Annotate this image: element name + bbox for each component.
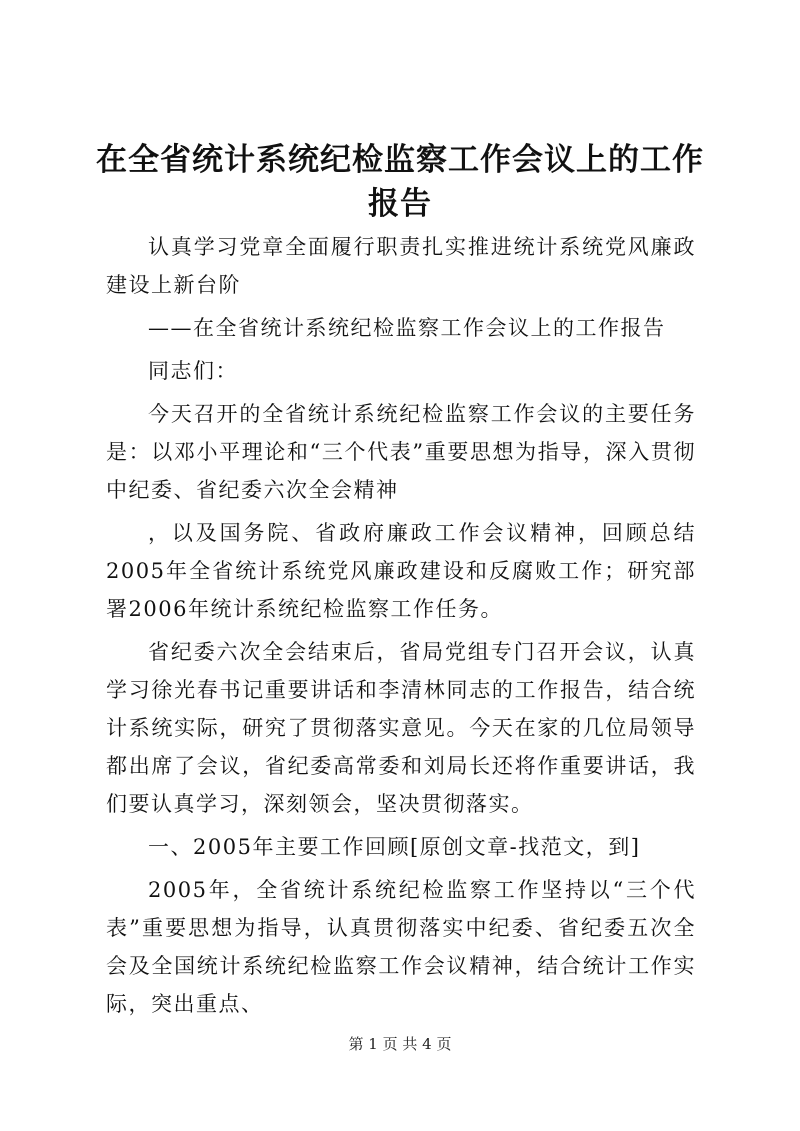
salutation-paragraph: 同志们：: [148, 359, 238, 383]
page-footer: 第 1 页 共 4 页: [348, 1035, 452, 1053]
document-title: 在全省统计系统纪检监察工作会议上的工作报告: [96, 142, 704, 222]
body-paragraph-2: ，以及国务院、省政府廉政工作会议精神，回顾总结2005年全省统计系统党风廉政建设和反腐败工作；研究部署2006年统计系统纪检监察工作任务。: [106, 521, 696, 621]
body-paragraph-3: 省纪委六次全会结束后，省局党组专门召开会议，认真学习徐光春书记重要讲话和李清林同志的工作报告，结合统计系统实际，研究了贯彻落实意见。今天在家的几位局领导都出席了会议，省纪委高常委和刘局长还将作重要讲话，我们要认真学习，深刻领会，坚决贯彻落实。: [106, 640, 696, 816]
section-heading: 一、2005年主要工作回顾[原创文章-找范文，到]: [148, 835, 641, 859]
document-body: [106, 228, 696, 1023]
body-paragraph-4: 2005年，全省统计系统纪检监察工作坚持以“三个代表”重要思想为指导，认真贯彻落实中纪委、省纪委五次全会及全国统计系统纪检监察工作会议精神，结合统计工作实际，突出重点、: [106, 878, 696, 1016]
report-caption-paragraph: ——在全省统计系统纪检监察工作会议上的工作报告: [148, 316, 666, 340]
subtitle-paragraph: 认真学习党章全面履行职责扎实推进统计系统党风廉政建设上新台阶: [106, 235, 696, 297]
body-paragraph-1: 今天召开的全省统计系统纪检监察工作会议的主要任务是：以邓小平理论和“三个代表”重要思想为指导，深入贯彻中纪委、省纪委六次全会精神: [106, 402, 696, 502]
